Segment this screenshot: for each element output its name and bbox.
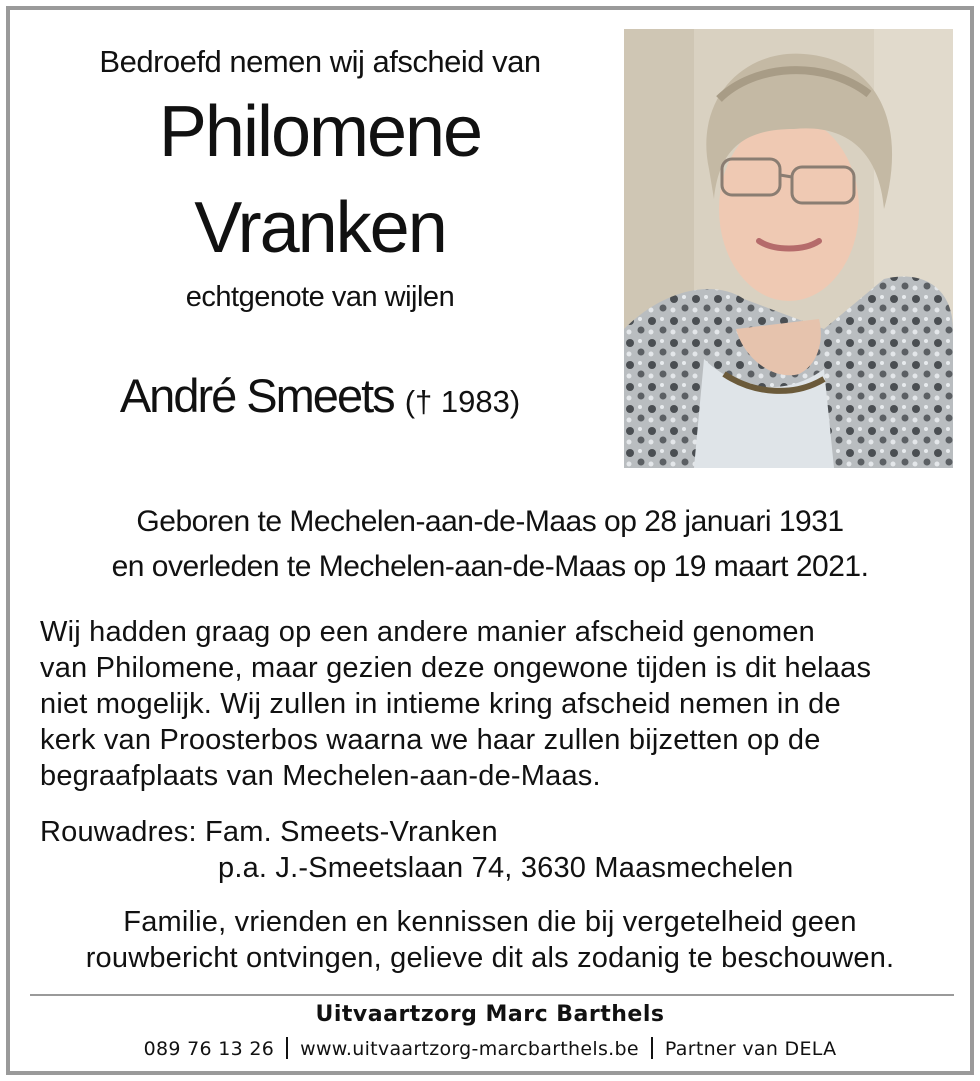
spouse-name: André Smeets — [119, 369, 394, 422]
closing-line: Familie, vrienden en kennissen die bij vergetelheid geen — [123, 906, 857, 938]
death-line: en overleden te Mechelen-aan-de-Maas op 19 maart 2021. — [111, 550, 869, 583]
mourning-address-name: Rouwadres: Fam. Smeets-Vranken — [40, 816, 498, 848]
website-link[interactable]: www.uitvaartzorg-marcbarthels.be — [300, 1038, 639, 1060]
message-line: van Philomene, maar gezien deze ongewone tijden is dit helaas — [40, 652, 872, 684]
spouse-line — [40, 368, 600, 423]
deceased-first-name: Philomene — [158, 92, 482, 172]
partner-text: Partner van DELA — [664, 1038, 837, 1060]
footer-divider — [30, 994, 954, 996]
mourning-address-street: p.a. J.-Smeetslaan 74, 3630 Maasmechelen — [218, 852, 794, 884]
message-line: kerk van Proosterbos waarna we haar zullen bijzetten op de — [40, 724, 821, 756]
closing-line: rouwbericht ontvingen, gelieve dit als zodanig te beschouwen. — [85, 942, 895, 974]
birth-line: Geboren te Mechelen-aan-de-Maas op 28 januari 1931 — [136, 505, 844, 538]
message-paragraph — [40, 614, 940, 794]
spouse-death-year: († 1983) — [404, 384, 521, 419]
phone-number: 089 76 13 26 — [143, 1038, 275, 1060]
footer-contact — [30, 1037, 950, 1060]
separator — [651, 1037, 653, 1059]
message-line: Wij hadden graag op een andere manier afscheid genomen — [40, 616, 815, 648]
intro-text: Bedroefd nemen wij afscheid van — [99, 44, 541, 79]
spouse-label: echtgenote van wijlen — [185, 281, 455, 313]
separator — [286, 1037, 288, 1059]
funeral-home-name: Uitvaartzorg Marc Barthels — [315, 1002, 665, 1027]
message-line: niet mogelijk. Wij zullen in intieme kring afscheid nemen in de — [40, 688, 841, 720]
deceased-last-name: Vranken — [194, 188, 446, 268]
message-line: begraafplaats van Mechelen-aan-de-Maas. — [40, 760, 601, 792]
portrait-photo — [624, 29, 953, 468]
